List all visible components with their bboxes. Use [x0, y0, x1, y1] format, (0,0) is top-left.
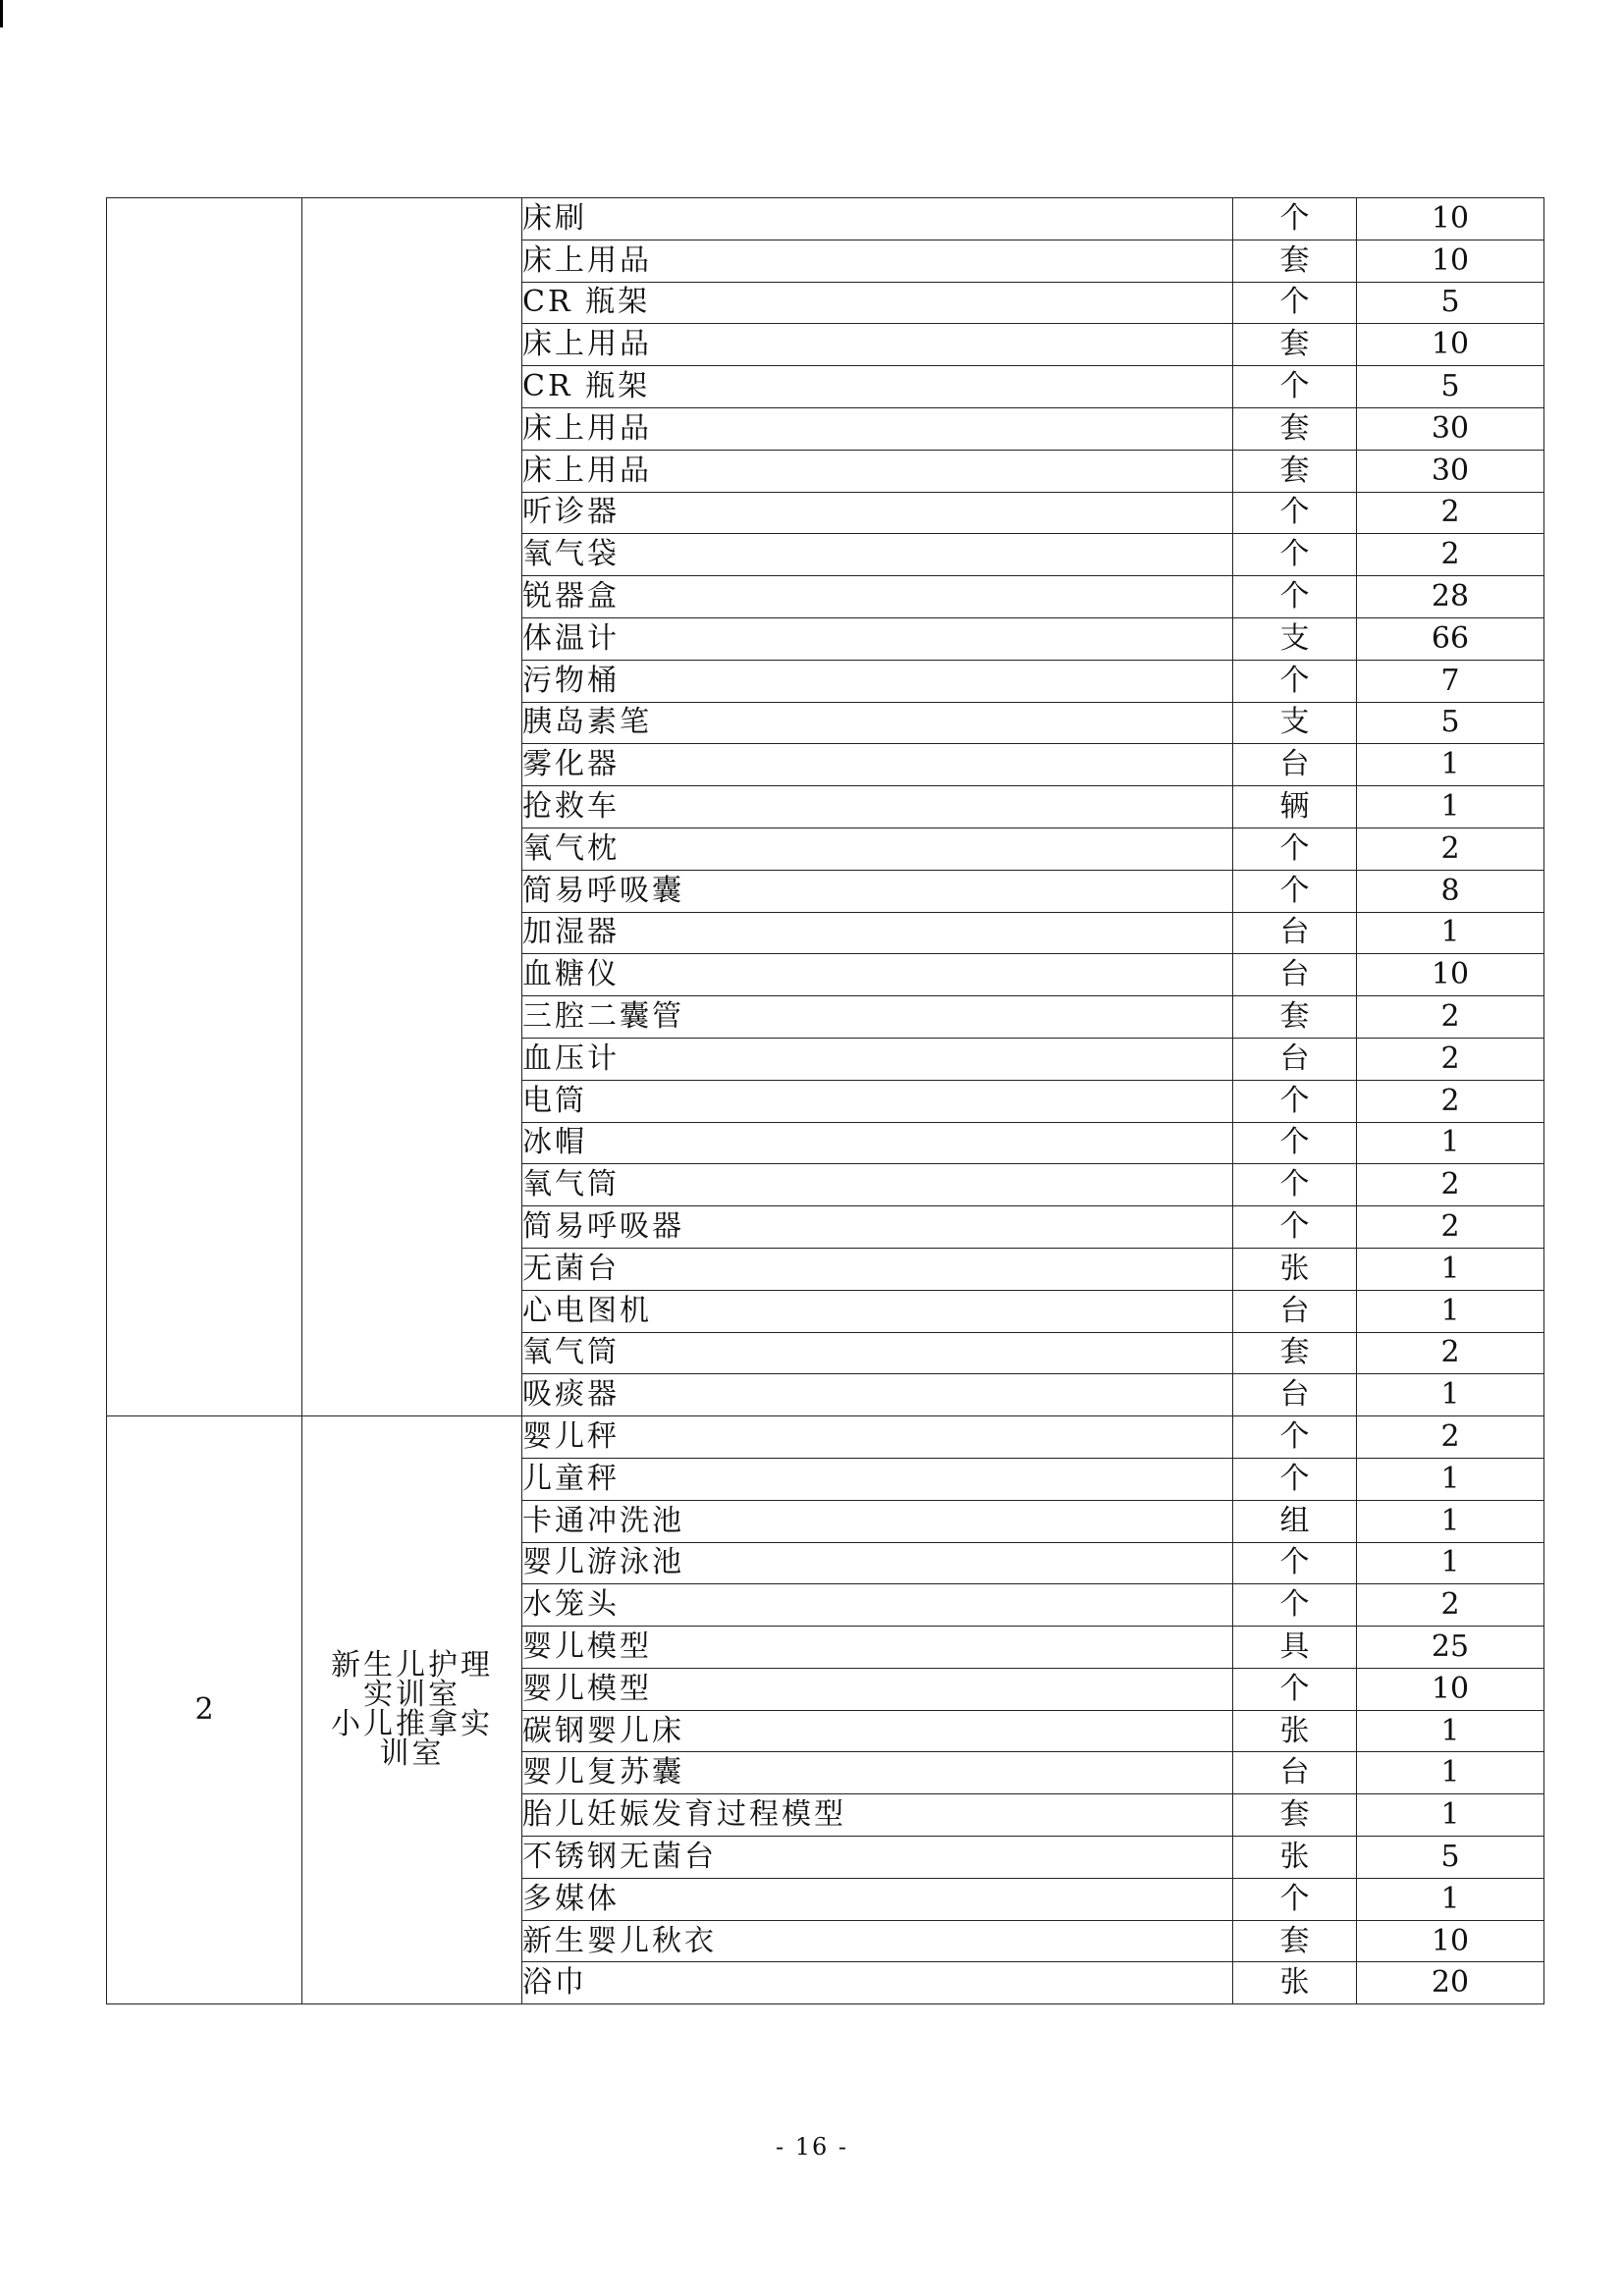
- item-qty-cell: 1: [1357, 1248, 1544, 1290]
- item-name-cell: 简易呼吸囊: [522, 870, 1233, 912]
- item-qty-cell: 30: [1357, 450, 1544, 492]
- item-qty-cell: 10: [1357, 1668, 1544, 1710]
- item-name-cell: 体温计: [522, 617, 1233, 660]
- item-name-cell: 婴儿秤: [522, 1416, 1233, 1459]
- item-name-cell: 床上用品: [522, 450, 1233, 492]
- item-unit-cell: 套: [1233, 240, 1357, 282]
- item-name-cell: 加湿器: [522, 912, 1233, 954]
- item-name-cell: 胰岛素笔: [522, 702, 1233, 744]
- item-name-cell: 氧气袋: [522, 534, 1233, 576]
- item-unit-cell: 台: [1233, 1290, 1357, 1332]
- item-qty-cell: 1: [1357, 1458, 1544, 1500]
- item-unit-cell: 个: [1233, 366, 1357, 408]
- item-name-cell: 多媒体: [522, 1878, 1233, 1920]
- item-name-cell: 雾化器: [522, 744, 1233, 786]
- item-name-cell: 新生婴儿秋衣: [522, 1920, 1233, 1962]
- item-unit-cell: 个: [1233, 1080, 1357, 1122]
- group-room-cell: [302, 1416, 522, 2004]
- room-name-line: 小儿推拿实: [331, 1707, 493, 1742]
- item-qty-cell: 1: [1357, 1290, 1544, 1332]
- item-name-cell: 不锈钢无菌台: [522, 1837, 1233, 1879]
- item-unit-cell: 张: [1233, 1962, 1357, 2004]
- equipment-table: [106, 197, 1544, 2004]
- item-unit-cell: 个: [1233, 1668, 1357, 1710]
- item-name-cell: 电筒: [522, 1080, 1233, 1122]
- item-unit-cell: 个: [1233, 1542, 1357, 1584]
- item-name-cell: 简易呼吸器: [522, 1206, 1233, 1249]
- item-qty-cell: 10: [1357, 198, 1544, 240]
- item-unit-cell: 张: [1233, 1710, 1357, 1752]
- item-qty-cell: 2: [1357, 1416, 1544, 1459]
- item-qty-cell: 1: [1357, 912, 1544, 954]
- item-unit-cell: 个: [1233, 828, 1357, 870]
- item-unit-cell: 个: [1233, 1206, 1357, 1249]
- item-unit-cell: 个: [1233, 576, 1357, 618]
- item-unit-cell: 台: [1233, 912, 1357, 954]
- item-qty-cell: 10: [1357, 324, 1544, 366]
- item-name-cell: 心电图机: [522, 1290, 1233, 1332]
- item-unit-cell: 台: [1233, 1752, 1357, 1794]
- item-name-cell: 污物桶: [522, 660, 1233, 702]
- item-qty-cell: 66: [1357, 617, 1544, 660]
- item-name-cell: 氧气枕: [522, 828, 1233, 870]
- item-qty-cell: 2: [1357, 1080, 1544, 1122]
- item-unit-cell: 支: [1233, 617, 1357, 660]
- item-qty-cell: 1: [1357, 1122, 1544, 1164]
- item-unit-cell: 台: [1233, 744, 1357, 786]
- equipment-table-body: [107, 198, 1544, 2004]
- room-name-line: 训室: [379, 1736, 445, 1772]
- item-unit-cell: 个: [1233, 1584, 1357, 1627]
- item-qty-cell: 5: [1357, 282, 1544, 324]
- item-unit-cell: 个: [1233, 660, 1357, 702]
- page-edge-mark: [0, 0, 3, 27]
- table-row: [107, 1416, 1544, 1459]
- room-name-line: 新生儿护理: [331, 1648, 493, 1683]
- item-unit-cell: 个: [1233, 198, 1357, 240]
- item-qty-cell: 2: [1357, 492, 1544, 534]
- item-name-cell: 听诊器: [522, 492, 1233, 534]
- item-unit-cell: 套: [1233, 1920, 1357, 1962]
- item-unit-cell: 个: [1233, 1416, 1357, 1459]
- item-name-cell: 抢救车: [522, 786, 1233, 828]
- item-qty-cell: 2: [1357, 828, 1544, 870]
- item-qty-cell: 1: [1357, 1374, 1544, 1416]
- item-name-cell: CR 瓶架: [522, 366, 1233, 408]
- item-name-cell: 浴巾: [522, 1962, 1233, 2004]
- item-name-cell: 水笼头: [522, 1584, 1233, 1627]
- group-seq-cell: [107, 198, 302, 1416]
- item-qty-cell: 2: [1357, 1164, 1544, 1206]
- item-name-cell: 婴儿复苏囊: [522, 1752, 1233, 1794]
- item-qty-cell: 30: [1357, 407, 1544, 450]
- item-qty-cell: 2: [1357, 1332, 1544, 1374]
- item-qty-cell: 28: [1357, 576, 1544, 618]
- group-room-cell: [302, 198, 522, 1416]
- item-name-cell: 无菌台: [522, 1248, 1233, 1290]
- item-qty-cell: 2: [1357, 534, 1544, 576]
- item-name-cell: 氧气筒: [522, 1332, 1233, 1374]
- item-qty-cell: 5: [1357, 1837, 1544, 1879]
- item-name-cell: 血糖仪: [522, 954, 1233, 996]
- item-unit-cell: 套: [1233, 324, 1357, 366]
- item-qty-cell: 1: [1357, 1710, 1544, 1752]
- group-seq-cell: 2: [107, 1416, 302, 2004]
- item-qty-cell: 2: [1357, 1206, 1544, 1249]
- item-qty-cell: 7: [1357, 660, 1544, 702]
- item-unit-cell: 套: [1233, 996, 1357, 1039]
- item-qty-cell: 2: [1357, 1584, 1544, 1627]
- room-name-line: 实训室: [363, 1678, 460, 1713]
- item-name-cell: CR 瓶架: [522, 282, 1233, 324]
- item-name-cell: 碳钢婴儿床: [522, 1710, 1233, 1752]
- item-qty-cell: 5: [1357, 702, 1544, 744]
- item-name-cell: 床刷: [522, 198, 1233, 240]
- item-unit-cell: 个: [1233, 534, 1357, 576]
- table-row: [107, 198, 1544, 240]
- item-qty-cell: 2: [1357, 1038, 1544, 1080]
- item-unit-cell: 台: [1233, 1374, 1357, 1416]
- item-unit-cell: 个: [1233, 1122, 1357, 1164]
- item-unit-cell: 套: [1233, 450, 1357, 492]
- item-unit-cell: 个: [1233, 492, 1357, 534]
- item-name-cell: 吸痰器: [522, 1374, 1233, 1416]
- item-unit-cell: 支: [1233, 702, 1357, 744]
- item-name-cell: 卡通冲洗池: [522, 1500, 1233, 1542]
- item-qty-cell: 10: [1357, 1920, 1544, 1962]
- item-qty-cell: 1: [1357, 1542, 1544, 1584]
- item-name-cell: 三腔二囊管: [522, 996, 1233, 1039]
- item-name-cell: 婴儿模型: [522, 1627, 1233, 1669]
- item-unit-cell: 组: [1233, 1500, 1357, 1542]
- item-qty-cell: 1: [1357, 1500, 1544, 1542]
- item-name-cell: 胎儿妊娠发育过程模型: [522, 1794, 1233, 1837]
- item-qty-cell: 20: [1357, 1962, 1544, 2004]
- item-name-cell: 锐器盒: [522, 576, 1233, 618]
- item-name-cell: 床上用品: [522, 407, 1233, 450]
- item-qty-cell: 8: [1357, 870, 1544, 912]
- item-unit-cell: 套: [1233, 1332, 1357, 1374]
- page-number: - 16 -: [775, 2133, 848, 2161]
- item-name-cell: 血压计: [522, 1038, 1233, 1080]
- item-qty-cell: 1: [1357, 786, 1544, 828]
- item-unit-cell: 个: [1233, 870, 1357, 912]
- item-qty-cell: 2: [1357, 996, 1544, 1039]
- item-name-cell: 氧气筒: [522, 1164, 1233, 1206]
- item-name-cell: 床上用品: [522, 324, 1233, 366]
- item-unit-cell: 个: [1233, 1164, 1357, 1206]
- item-name-cell: 婴儿游泳池: [522, 1542, 1233, 1584]
- item-unit-cell: 套: [1233, 1794, 1357, 1837]
- item-qty-cell: 1: [1357, 744, 1544, 786]
- item-unit-cell: 张: [1233, 1248, 1357, 1290]
- item-qty-cell: 5: [1357, 366, 1544, 408]
- item-qty-cell: 1: [1357, 1794, 1544, 1837]
- item-qty-cell: 25: [1357, 1627, 1544, 1669]
- item-qty-cell: 10: [1357, 240, 1544, 282]
- item-unit-cell: 台: [1233, 954, 1357, 996]
- item-name-cell: 儿童秤: [522, 1458, 1233, 1500]
- item-unit-cell: 具: [1233, 1627, 1357, 1669]
- item-qty-cell: 1: [1357, 1878, 1544, 1920]
- item-name-cell: 床上用品: [522, 240, 1233, 282]
- item-unit-cell: 台: [1233, 1038, 1357, 1080]
- item-unit-cell: 辆: [1233, 786, 1357, 828]
- item-unit-cell: 张: [1233, 1837, 1357, 1879]
- item-unit-cell: 个: [1233, 1878, 1357, 1920]
- item-name-cell: 婴儿模型: [522, 1668, 1233, 1710]
- item-name-cell: 冰帽: [522, 1122, 1233, 1164]
- item-qty-cell: 10: [1357, 954, 1544, 996]
- item-unit-cell: 个: [1233, 1458, 1357, 1500]
- item-unit-cell: 套: [1233, 407, 1357, 450]
- item-qty-cell: 1: [1357, 1752, 1544, 1794]
- item-unit-cell: 个: [1233, 282, 1357, 324]
